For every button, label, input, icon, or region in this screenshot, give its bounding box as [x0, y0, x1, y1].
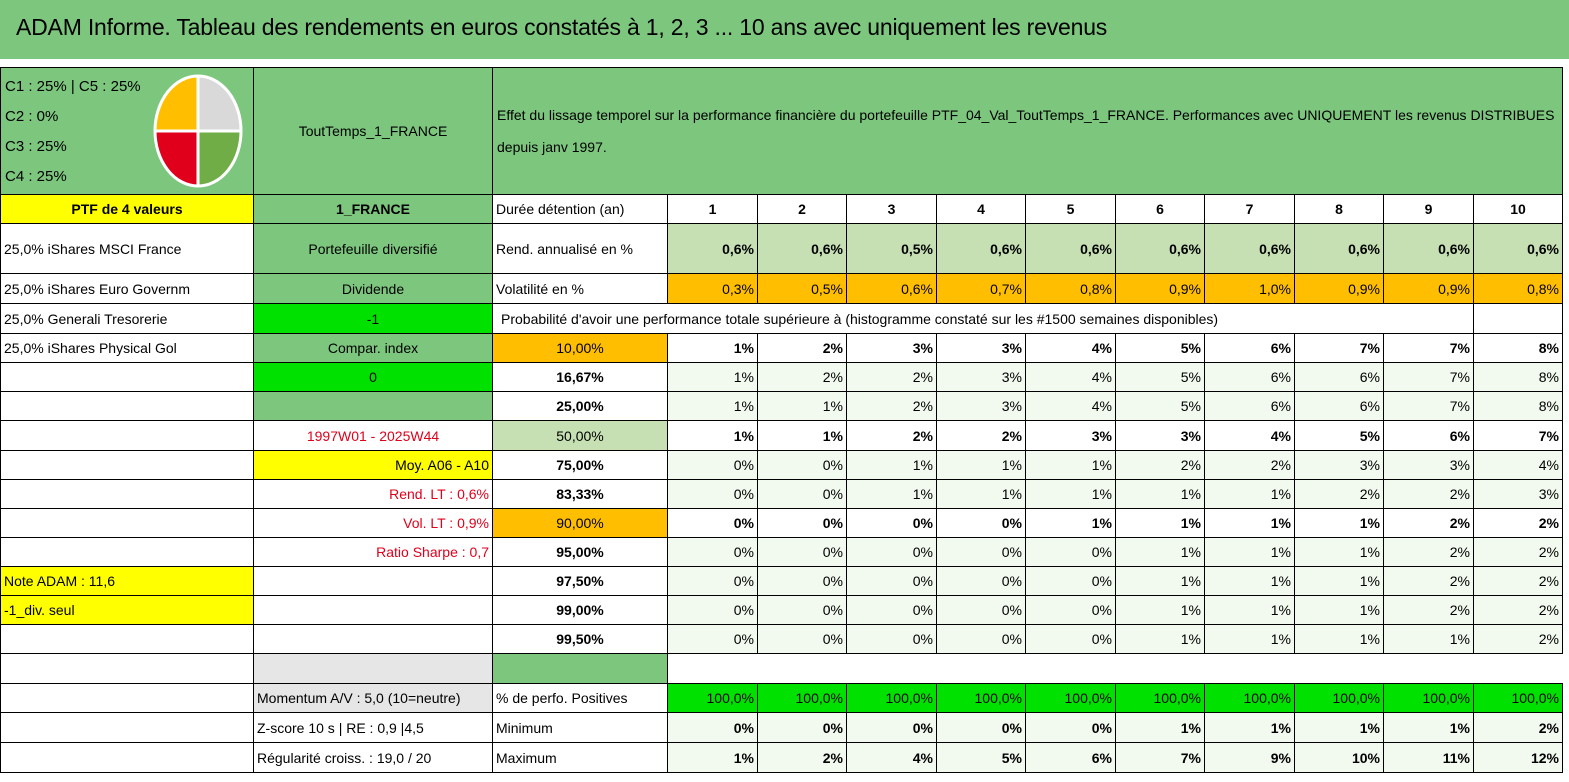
max-value: 10%: [1295, 743, 1384, 773]
quantile-value: 1%: [1205, 538, 1295, 567]
empty-cell: [254, 567, 493, 596]
portfolio-name: ToutTemps_1_FRANCE: [254, 68, 493, 195]
quantile-value: 1%: [1026, 509, 1116, 538]
metric-label: Rend. LT : 0,6%: [254, 480, 493, 509]
quantile-value: 1%: [1116, 509, 1205, 538]
quantile-value: 6%: [1295, 392, 1384, 421]
vol-label: Volatilité en %: [493, 274, 668, 304]
quantile-value: 1%: [1295, 567, 1384, 596]
empty-cell: [758, 654, 847, 684]
pos-value: 100,0%: [937, 684, 1026, 713]
title-banner: [0, 0, 1569, 62]
quantile-value: 0%: [847, 596, 937, 625]
min-value: 0%: [847, 713, 937, 743]
quantile-value: 2%: [758, 363, 847, 392]
quantile-value: 0%: [758, 480, 847, 509]
quantile-value: 2%: [847, 392, 937, 421]
quantile-value: 8%: [1474, 392, 1563, 421]
year-header: 5: [1026, 195, 1116, 224]
year-header: 9: [1384, 195, 1474, 224]
year-header: 4: [937, 195, 1026, 224]
quantile-value: 2%: [847, 363, 937, 392]
quantile-value: 2%: [937, 421, 1026, 451]
quantile-value: 3%: [1295, 451, 1384, 480]
pos-value: 100,0%: [1295, 684, 1384, 713]
quantile-value: 0%: [937, 509, 1026, 538]
quantile-value: 0%: [1026, 567, 1116, 596]
table-row: [1, 274, 1563, 304]
metric-label: Moy. A06 - A10: [254, 451, 493, 480]
quantile-value: 0%: [937, 567, 1026, 596]
table-row: [1, 392, 1563, 421]
max-value: 2%: [758, 743, 847, 773]
quantile-value: 2%: [1474, 625, 1563, 654]
page-title: ADAM Informe. Tableau des rendements en euros constatés à 1, 2, 3 ... 10 ans avec uniquement les revenus: [16, 14, 1108, 40]
quantile-value: 0%: [1026, 625, 1116, 654]
pos-value: 100,0%: [1205, 684, 1295, 713]
quantile-value: 7%: [1384, 363, 1474, 392]
max-value: 11%: [1384, 743, 1474, 773]
rend-value: 0,6%: [1205, 224, 1295, 274]
quantile-value: 0%: [668, 538, 758, 567]
max-value: 4%: [847, 743, 937, 773]
min-value: 0%: [668, 713, 758, 743]
quantile-value: 6%: [1295, 363, 1384, 392]
quantile-value: 5%: [1116, 334, 1205, 363]
metric-label: Vol. LT : 0,9%: [254, 509, 493, 538]
dividende-label: Dividende: [254, 274, 493, 304]
table-row: [1, 509, 1563, 538]
table-row: [1, 334, 1563, 363]
empty-cell: [254, 596, 493, 625]
pos-value: 100,0%: [1026, 684, 1116, 713]
pos-label: % de perfo. Positives: [493, 684, 668, 713]
rend-value: 0,6%: [1474, 224, 1563, 274]
empty-cell: [1, 363, 254, 392]
quantile-value: 7%: [1384, 392, 1474, 421]
quantile-value: 4%: [1026, 363, 1116, 392]
quantile-value: 3%: [1116, 421, 1205, 451]
quantile-value: 1%: [847, 480, 937, 509]
table-row: [1, 684, 1563, 713]
quantile-label: 50,00%: [493, 421, 668, 451]
quantile-label: 95,00%: [493, 538, 668, 567]
empty-cell: [668, 654, 758, 684]
rend-value: 0,6%: [758, 224, 847, 274]
max-value: 1%: [668, 743, 758, 773]
table-row: [1, 480, 1563, 509]
quantile-value: 1%: [847, 451, 937, 480]
quantile-value: 0%: [758, 509, 847, 538]
vol-value: 0,9%: [1116, 274, 1205, 304]
max-label: Maximum: [493, 743, 668, 773]
table-row: [1, 625, 1563, 654]
rend-value: 0,6%: [1384, 224, 1474, 274]
quantile-value: 3%: [847, 334, 937, 363]
ptf-label: PTF de 4 valeurs: [1, 195, 254, 224]
table-row: [1, 224, 1563, 274]
quantile-label: 99,50%: [493, 625, 668, 654]
quantile-value: 8%: [1474, 363, 1563, 392]
quantile-value: 2%: [1474, 538, 1563, 567]
quantile-value: 1%: [1116, 567, 1205, 596]
quantile-value: 1%: [758, 392, 847, 421]
description: Effet du lissage temporel sur la performance financière du portefeuille PTF_04_Val_ToutTemps_1_FRANCE. Performances avec UNIQUEMENT les revenus DISTRIBUES depuis janv 1997.: [493, 68, 1563, 195]
pos-value: 100,0%: [1384, 684, 1474, 713]
min-value: 1%: [1384, 713, 1474, 743]
quantile-value: 5%: [1116, 363, 1205, 392]
empty-cell: [937, 654, 1026, 684]
year-header: 1: [668, 195, 758, 224]
left-info: Note ADAM : 11,6: [1, 567, 254, 596]
quantile-value: 2%: [1384, 509, 1474, 538]
min-value: 0%: [758, 713, 847, 743]
empty-cell: [254, 392, 493, 421]
legend-line: C1 : 25% | C5 : 25%: [5, 78, 141, 95]
quantile-value: 1%: [1116, 538, 1205, 567]
empty-cell: [1, 480, 254, 509]
quantile-value: 1%: [1026, 480, 1116, 509]
holding-row: 25,0% iShares Euro Governm: [1, 274, 254, 304]
quantile-value: 0%: [668, 596, 758, 625]
holding-row: 25,0% Generali Tresorerie: [1, 304, 254, 334]
quantile-label: 75,00%: [493, 451, 668, 480]
empty-cell: [847, 654, 937, 684]
year-header: 2: [758, 195, 847, 224]
rend-value: 0,5%: [847, 224, 937, 274]
max-value: 7%: [1116, 743, 1205, 773]
empty-cell: [1026, 654, 1116, 684]
max-value: 6%: [1026, 743, 1116, 773]
empty-cell: [1116, 654, 1205, 684]
holding-row: 25,0% iShares MSCI France: [1, 224, 254, 274]
quantile-value: 2%: [1384, 596, 1474, 625]
legend-line: C4 : 25%: [5, 168, 67, 185]
quantile-label: 16,67%: [493, 363, 668, 392]
quantile-value: 2%: [1474, 509, 1563, 538]
quantile-value: 6%: [1205, 363, 1295, 392]
momentum-label: Momentum A/V : 5,0 (10=neutre): [254, 684, 493, 713]
duree-label: Durée détention (an): [493, 195, 668, 224]
quantile-value: 1%: [1295, 625, 1384, 654]
results-table: [0, 67, 1563, 773]
quantile-value: 0%: [668, 451, 758, 480]
quantile-value: 3%: [937, 363, 1026, 392]
empty-cell: [1, 538, 254, 567]
quantile-value: 0%: [758, 451, 847, 480]
quantile-value: 3%: [937, 334, 1026, 363]
rend-value: 0,6%: [1295, 224, 1384, 274]
quantile-value: 1%: [1116, 625, 1205, 654]
quantile-value: 2%: [847, 421, 937, 451]
quantile-value: 2%: [1384, 538, 1474, 567]
year-header: 10: [1474, 195, 1563, 224]
quantile-value: 0%: [1026, 538, 1116, 567]
min-value: 2%: [1474, 713, 1563, 743]
table-row: [1, 596, 1563, 625]
min-value: 1%: [1295, 713, 1384, 743]
quantile-label: 90,00%: [493, 509, 668, 538]
quantile-label: 83,33%: [493, 480, 668, 509]
regularite-label: Régularité croiss. : 19,0 / 20: [254, 743, 493, 773]
quantile-value: 0%: [847, 538, 937, 567]
min-value: 1%: [1205, 713, 1295, 743]
quantile-value: 3%: [937, 392, 1026, 421]
metric-label: Ratio Sharpe : 0,7: [254, 538, 493, 567]
pos-value: 100,0%: [668, 684, 758, 713]
quantile-value: 3%: [1026, 421, 1116, 451]
quantile-value: 0%: [758, 596, 847, 625]
year-header: 3: [847, 195, 937, 224]
quantile-value: 6%: [1205, 334, 1295, 363]
quantile-value: 1%: [1295, 538, 1384, 567]
table-row: [1, 654, 1563, 684]
empty-cell: [1, 743, 254, 773]
table-row: [1, 538, 1563, 567]
quantile-value: 1%: [937, 451, 1026, 480]
empty-cell: [1, 713, 254, 743]
empty-cell: [1, 509, 254, 538]
empty-cell: [1474, 304, 1563, 334]
min-value: 0%: [937, 713, 1026, 743]
allocation-pie-chart: [153, 72, 243, 190]
empty-cell: [1, 625, 254, 654]
pos-value: 100,0%: [1474, 684, 1563, 713]
year-header: 6: [1116, 195, 1205, 224]
empty-cell: [1, 392, 254, 421]
rend-label: Rend. annualisé en %: [493, 224, 668, 274]
quantile-value: 1%: [668, 392, 758, 421]
quantile-value: 0%: [937, 538, 1026, 567]
empty-cell: [1, 451, 254, 480]
quantile-value: 1%: [1295, 596, 1384, 625]
rend-value: 0,6%: [1116, 224, 1205, 274]
quantile-label: 10,00%: [493, 334, 668, 363]
allocation-legend-cell: [1, 68, 254, 195]
quantile-value: 2%: [1205, 451, 1295, 480]
quantile-value: 6%: [1384, 421, 1474, 451]
table-row: [1, 421, 1563, 451]
vol-value: 0,8%: [1026, 274, 1116, 304]
quantile-value: 6%: [1205, 392, 1295, 421]
quantile-value: 5%: [1295, 421, 1384, 451]
prob-label: Probabilité d'avoir une performance totale supérieure à (histogramme constaté sur les #1500 semaines disponibles): [493, 304, 1474, 334]
quantile-value: 0%: [847, 625, 937, 654]
region-label: 1_FRANCE: [254, 195, 493, 224]
pos-value: 100,0%: [758, 684, 847, 713]
quantile-value: 7%: [1474, 421, 1563, 451]
quantile-value: 1%: [937, 480, 1026, 509]
empty-cell: [1, 421, 254, 451]
metric-label: Compar. index: [254, 334, 493, 363]
quantile-value: 0%: [937, 625, 1026, 654]
year-header: 8: [1295, 195, 1384, 224]
empty-cell: [254, 625, 493, 654]
quantile-value: 1%: [1026, 451, 1116, 480]
empty-cell: [1384, 654, 1474, 684]
quantile-value: 0%: [668, 567, 758, 596]
year-header: 7: [1205, 195, 1295, 224]
empty-cell: [1295, 654, 1384, 684]
portfolio-type: Portefeuille diversifié: [254, 224, 493, 274]
max-value: 5%: [937, 743, 1026, 773]
table-row: [1, 451, 1563, 480]
rend-value: 0,6%: [1026, 224, 1116, 274]
vol-value: 1,0%: [1205, 274, 1295, 304]
quantile-value: 1%: [1295, 509, 1384, 538]
quantile-value: 2%: [1384, 480, 1474, 509]
empty-cell: [1474, 654, 1563, 684]
quantile-value: 1%: [1116, 480, 1205, 509]
quantile-value: 0%: [758, 567, 847, 596]
quantile-value: 4%: [1026, 334, 1116, 363]
rend-value: 0,6%: [668, 224, 758, 274]
max-value: 12%: [1474, 743, 1563, 773]
quantile-value: 7%: [1295, 334, 1384, 363]
quantile-value: 2%: [1474, 567, 1563, 596]
quantile-value: 0%: [847, 509, 937, 538]
quantile-value: 1%: [1384, 625, 1474, 654]
vol-value: 0,3%: [668, 274, 758, 304]
table-row: [1, 743, 1563, 773]
quantile-value: 1%: [1205, 509, 1295, 538]
quantile-value: 3%: [1384, 451, 1474, 480]
vol-value: 0,5%: [758, 274, 847, 304]
max-value: 9%: [1205, 743, 1295, 773]
quantile-value: 2%: [758, 334, 847, 363]
empty-cell: [493, 654, 668, 684]
quantile-value: 4%: [1205, 421, 1295, 451]
table-row: [1, 713, 1563, 743]
quantile-value: 2%: [1295, 480, 1384, 509]
quantile-value: 1%: [668, 334, 758, 363]
vol-value: 0,7%: [937, 274, 1026, 304]
zscore-label: Z-score 10 s | RE : 0,9 |4,5: [254, 713, 493, 743]
quantile-value: 1%: [668, 363, 758, 392]
quantile-value: 3%: [1474, 480, 1563, 509]
quantile-value: 7%: [1384, 334, 1474, 363]
quantile-value: 0%: [937, 596, 1026, 625]
left-info: -1_div. seul: [1, 596, 254, 625]
quantile-value: 1%: [1205, 625, 1295, 654]
left-info: 25,0% iShares Physical Gol: [1, 334, 254, 363]
empty-cell: [1205, 654, 1295, 684]
quantile-value: 4%: [1474, 451, 1563, 480]
legend-line: C3 : 25%: [5, 138, 67, 155]
pos-value: 100,0%: [1116, 684, 1205, 713]
quantile-label: 97,50%: [493, 567, 668, 596]
quantile-value: 4%: [1026, 392, 1116, 421]
table-row: [1, 304, 1563, 334]
rend-value: 0,6%: [937, 224, 1026, 274]
quantile-value: 0%: [1026, 596, 1116, 625]
vol-value: 0,9%: [1295, 274, 1384, 304]
spreadsheet: [0, 67, 1563, 773]
table-row: [1, 567, 1563, 596]
table-row: [1, 363, 1563, 392]
metric-label: 1997W01 - 2025W44: [254, 421, 493, 451]
vol-value: 0,9%: [1384, 274, 1474, 304]
quantile-value: 1%: [1205, 567, 1295, 596]
quantile-value: 2%: [1384, 567, 1474, 596]
metric-label: 0: [254, 363, 493, 392]
quantile-value: 0%: [758, 625, 847, 654]
quantile-value: 2%: [1474, 596, 1563, 625]
quantile-value: 0%: [847, 567, 937, 596]
quantile-label: 99,00%: [493, 596, 668, 625]
quantile-value: 2%: [1116, 451, 1205, 480]
empty-cell: [254, 654, 493, 684]
quantile-value: 1%: [1116, 596, 1205, 625]
quantile-value: 0%: [668, 509, 758, 538]
empty-cell: [1, 684, 254, 713]
quantile-value: 0%: [668, 625, 758, 654]
minus-one-value: -1: [254, 304, 493, 334]
pos-value: 100,0%: [847, 684, 937, 713]
empty-cell: [1, 654, 254, 684]
vol-value: 0,6%: [847, 274, 937, 304]
quantile-value: 8%: [1474, 334, 1563, 363]
quantile-label: 25,00%: [493, 392, 668, 421]
quantile-value: 1%: [758, 421, 847, 451]
min-value: 0%: [1026, 713, 1116, 743]
quantile-value: 1%: [1205, 596, 1295, 625]
quantile-value: 1%: [1205, 480, 1295, 509]
quantile-value: 1%: [668, 421, 758, 451]
legend-line: C2 : 0%: [5, 108, 59, 125]
min-label: Minimum: [493, 713, 668, 743]
min-value: 1%: [1116, 713, 1205, 743]
table-row: [1, 195, 1563, 224]
vol-value: 0,8%: [1474, 274, 1563, 304]
quantile-value: 0%: [668, 480, 758, 509]
quantile-value: 5%: [1116, 392, 1205, 421]
quantile-value: 0%: [758, 538, 847, 567]
allocation-legend: [5, 72, 141, 192]
